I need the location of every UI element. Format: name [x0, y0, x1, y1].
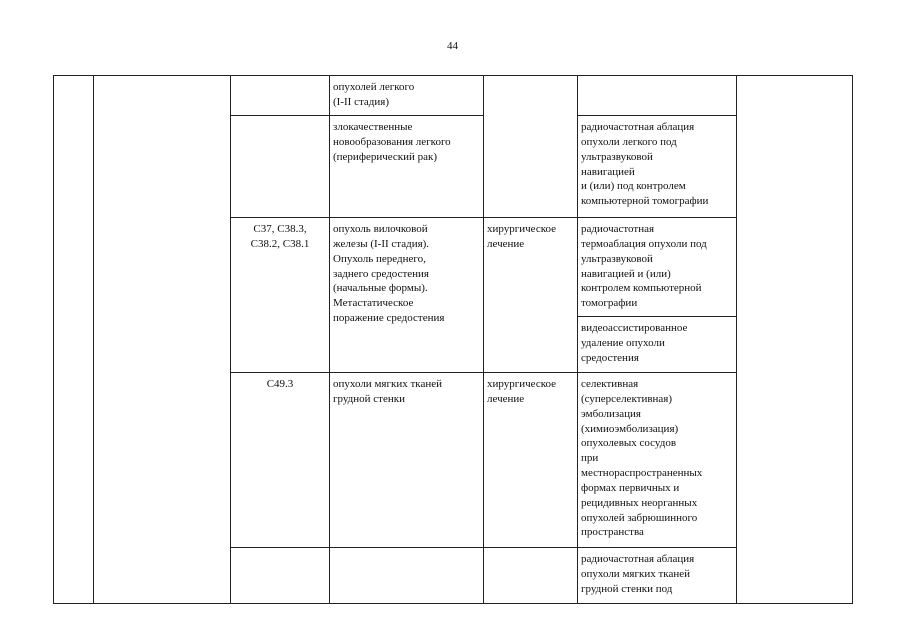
treatment-cell — [484, 548, 578, 604]
method-cell: радиочастотная аблация опухоли мягких тканей грудной стенки под — [578, 548, 737, 604]
code-cell — [231, 76, 330, 116]
treatment-cell — [484, 76, 578, 218]
page-number: 44 — [447, 40, 458, 52]
method-cell: видеоассистированное удаление опухоли средостения — [578, 317, 737, 373]
method-cell — [578, 76, 737, 116]
table-row — [54, 76, 853, 116]
method-cell: радиочастотная аблация опухоли легкого под ультразвуковой навигацией и (или) под контролем компьютерной томографии — [578, 116, 737, 218]
treatment-cell: хирургическое лечение — [484, 373, 578, 548]
method-cell: радиочастотная термоаблация опухоли под ультразвуковой навигацией и (или) контролем компьютерной томографии — [578, 218, 737, 317]
method-cell: селективная (суперселективная) эмболизация (химиоэмболизация) опухолевых сосудов при местнораспространенных формах первичных и рецидивных неорганных опухолей забрюшинного пространства — [578, 373, 737, 548]
code-cell — [231, 548, 330, 604]
treatment-cell: хирургическое лечение — [484, 218, 578, 373]
code-cell — [231, 116, 330, 218]
medical-care-table — [53, 75, 853, 604]
diagnosis-cell: опухоли мягких тканей грудной стенки — [330, 373, 484, 548]
number-cell — [54, 76, 94, 604]
diagnosis-cell: опухоль вилочковой железы (I-II стадия). Опухоль переднего, заднего средостения (начальные формы). Метастатическое поражение средостения — [330, 218, 484, 373]
cost-cell — [737, 76, 853, 604]
diagnosis-cell: злокачественные новообразования легкого (периферический рак) — [330, 116, 484, 218]
diagnosis-cell — [330, 548, 484, 604]
code-cell: C49.3 — [231, 373, 330, 548]
profile-cell — [94, 76, 231, 604]
code-cell: C37, C38.3, C38.2, C38.1 — [231, 218, 330, 373]
diagnosis-cell: опухолей легкого (I-II стадия) — [330, 76, 484, 116]
